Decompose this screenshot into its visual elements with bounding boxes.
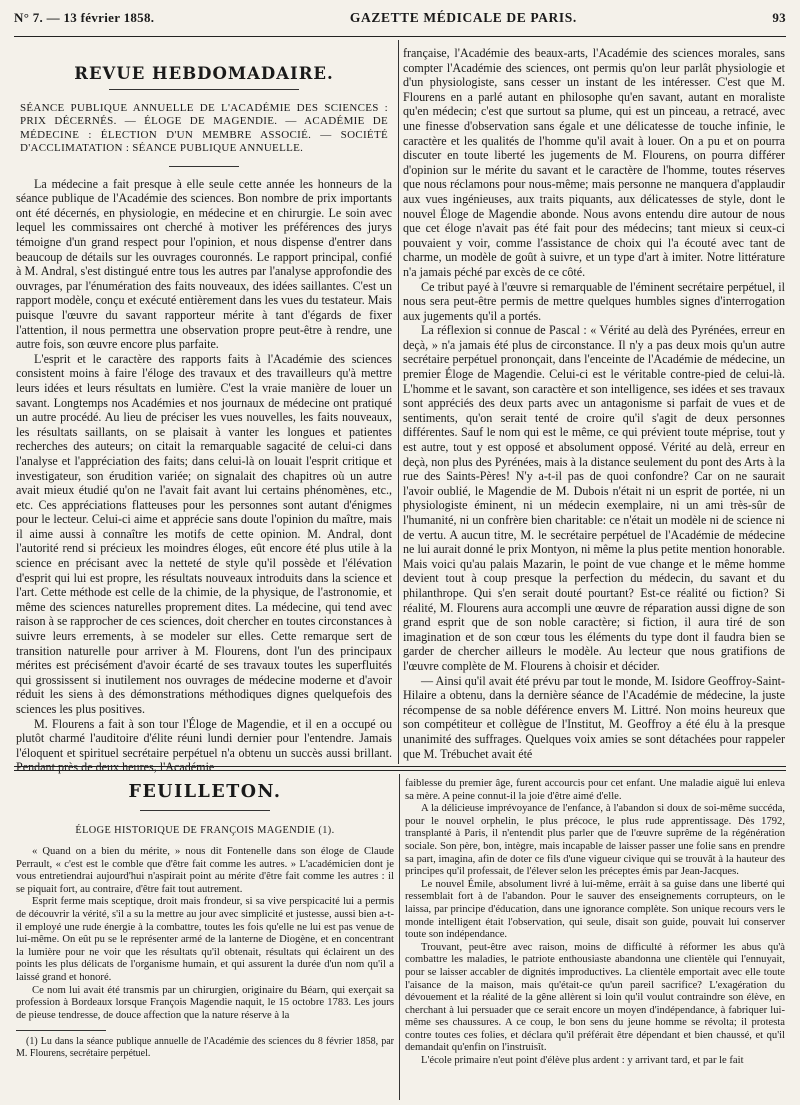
footnote: (1) Lu dans la séance publique annuelle de l'Académie des sciences du 8 février 1858, par M. Flourens, secrétaire perpétuel.: [16, 1036, 394, 1060]
footnote-rule: [16, 1030, 106, 1031]
feuilleton-paragraph: Trouvant, peut-être avec raison, moins de difficulté à réformer les abus qu'à combattre les maladies, le patriote enthousiaste abandonna une clientèle qui l'ennuyait, pour se laisser accabler de dignités improductives. La clientèle emportait avec elle toute l'aisance de la maison, mais qu'était-ce qu'un pareil sacrifice? L'exagération du dévouement et la réalité de la gêne allèrent si loin qu'il voulut contraindre son élève, en cherchant à lui persuader que ce serait encore un moyen d'indépendance, à fabriquer lui-même ses chaussures. A ce coup, le bon sens du jeune homme se révolta; il protesta contre toutes ces folies, et déclara qu'il préférait être dépendant et bien chaussé, et qu'il demandait qu'enfin on l'instruisît.: [405, 941, 785, 1054]
column-divider-top: [398, 40, 399, 764]
revue-paragraph: Ce tribut payé à l'œuvre si remarquable de l'éminent secrétaire perpétuel, il nous sera peut-être permis de mettre quelques humbles signes d'interrogation aux jugements qu'il a portés.: [403, 279, 785, 323]
feuilleton-left-column: [16, 778, 394, 1098]
revue-title: REVUE HEBDOMADAIRE.: [74, 64, 334, 83]
revue-paragraph: — Ainsi qu'il avait été prévu par tout le monde, M. Isidore Geoffroy-Saint-Hilaire a obtenu, dans la dernière séance de l'Académie de médecine, la juste récompense de sa noble déférence envers M. Littré. Non moins heureux que son compétiteur et collègue de l'Institut, M. Geoffroy a été élu à la presque unanimité des suffrages. Quelques voix amies se sont détachées pour rappeler que M. Trébuchet avait été: [403, 673, 785, 761]
feuilleton-paragraph: Ce nom lui avait été transmis par un chirurgien, originaire du Béarn, qui exerçait sa profession à Bordeaux lorsque François Magendie naquit, le 15 octobre 1783. Les jours de pieuse tendresse, de douce affection que la nature réserve à la: [16, 984, 394, 1021]
feuilleton-title-rule: [140, 810, 270, 811]
issue-date: N° 7. — 13 février 1858.: [14, 10, 155, 25]
revue-title-rule: [109, 89, 299, 90]
revue-paragraph: française, l'Académie des beaux-arts, l'Académie des sciences morales, sans compter l'Académie des sciences, ont permis qu'on leur parlât physiologie et d'un physiologiste, sans cesser un instant de les intéresser. C'est que M. Flourens en a parlé autant en philosophe qu'en savant, autant en moraliste qu'en médecin; c'est que surtout sa plume, qui est un pinceau, a retracé, avec une finesse d'observation sans égale et une délicatesse de touche infinie, le caractère et les qualités de l'homme qu'il avait à louer. On a pu et on pourra discuter en toute liberté les jugements de M. Flourens, on pourra différer d'opinion sur le mérite du savant et le caractère de l'homme, toutes réserves que nous réclamons pour nous-même; mais personne ne manquera d'applaudir aux vues ingénieuses, aux traits piquants, aux délicatesses de style, dont le nouvel Éloge de Magendie abonde. Nous avons entendu dire autour de nous que cet éloge n'avait pas été fait pour des médecins; tant mieux si ceux-ci pouvaient y voir, comme l'assistance de choix qui l'a écouté avec tant de charme, un modèle de goût à suivre, et un type d'art à imiter. Notre littérature n'a jamais péché par excès de ce côté.: [403, 46, 785, 279]
seance-summary: SÉANCE PUBLIQUE ANNUELLE DE L'ACADÉMIE DES SCIENCES : PRIX DÉCERNÉS. — ÉLOGE DE MAGENDIE. — ACADÉMIE DE MÉDECINE : ÉLECTION D'UN MEMBRE ASSOCIÉ. — SOCIÉTÉ D'ACCLIMATATION : SÉANCE PUBLIQUE ANNUELLE.: [20, 102, 388, 155]
page-number: 93: [772, 10, 786, 25]
feuilleton-right-column: [405, 778, 785, 1098]
feuilleton-paragraph: « Quand on a bien du mérite, » nous dit Fontenelle dans son éloge de Claude Perrault, « c'est est le comble que d'être fait comme les autres. » L'académicien dont je vous entretiendrai aujourd'hui n'aspirait point au mérite d'être fait comme les autres : il se piquait fort, au contraire, d'être fait tout autrement.: [16, 846, 394, 895]
revue-paragraph: La réflexion si connue de Pascal : « Vérité au delà des Pyrénées, erreur en deçà, » n'a jamais été plus de circonstance. Il n'y a pas deux mois qu'un autre secrétaire perpétuel prononçait, dans l'enceinte de l'Académie de médecine, un premier Éloge de Magendie. Celui-ci est le véritable contre-pied de celui-là. L'homme et le savant, son caractère et son intelligence, ses idées et ses travaux sont appréciés des deux parts avec un antagonisme si parfait de vues et de sentiments, qu'on serait tenté de croire qu'il s'agit de deux personnes différentes. Sauf le nom qui est le même, ce qui prévient toute méprise, tout y est autre, tout y est opposé et absolument opposé. Vérité au delà, erreur en deçà, non plus des Pyrénées, mais à la distance seulement du pont des Arts à la rue des Saints-Pères! N'y a-t-il pas de quoi confondre? Car on ne saurait l'avoir oublié, le Magendie de M. Dubois n'était ni un esprit de portée, ni un physiologiste éminent, ni un médecin exemplaire, ni un ami très-sûr de l'humanité, ni un confrère bien charitable: ce n'était un modèle ni de science ni de vertu. A aucun titre, M. le secrétaire perpétuel de l'Académie de médecine ne lui aurait donné le prix Montyon, ni même la plus petite mention honorable. Mais voici qu'au palais Mazarin, le point de vue change et le même homme devient tout à coup presque la perfection du médecin, du savant et du philanthrope. Qui s'en serait douté pourtant? Est-ce réalité ou fiction? Si réalité, M. Flourens aura accompli une œuvre de réparation aussi digne de son grand esprit que de son noble caractère; si fiction, il aura tiré de son imagination et de son cœur tous les éléments du type dont il faudra bien se garder de chercher ailleurs le modèle. Au lecteur que nous gratifions de l'œuvre complète de M. Flourens à choisir et décider.: [403, 323, 785, 673]
feuilleton-paragraph: A la délicieuse imprévoyance de l'enfance, à l'abandon si doux de soi-même succéda, pour le nouvel orphelin, le plus précoce, le plus rude apprentissage. Dès 1792, transplanté à Paris, il n'entendit plus parler que de l'œuvre suprême de la régénération sociale. Son père, bon, intègre, mais incapable de laisser passer une folie sans en prendre sa part, imagina, afin de doter ce fils d'une vigueur civique qui se trouvât à la hauteur des principes qu'il professait, de l'élever selon les préceptes émis par Jean-Jacques.: [405, 803, 785, 878]
page-header: [14, 10, 786, 34]
column-divider-bottom: [399, 774, 400, 1100]
feuilleton-title: FEUILLETON.: [128, 782, 282, 802]
eloge-subtitle: ÉLOGE HISTORIQUE DE FRANÇOIS MAGENDIE (1).: [75, 825, 335, 836]
revue-right-column: [403, 46, 785, 760]
header-rule: [14, 36, 786, 37]
feuilleton-paragraph: Le nouvel Émile, absolument livré à lui-même, erràit à sa guise dans une liberté qui ressemblait fort à de l'abandon. Pour le sauver des enseignements corrupteurs, on le laissa, par principe d'éducation, dans une ignorance complète. Son unique recours vers le monde intelligent était l'observation, qui seule, disait son guide, pouvait lui conserver toute son indépendance.: [405, 878, 785, 941]
journal-title: GAZETTE MÉDICALE DE PARIS.: [349, 10, 577, 25]
revue-paragraph: L'esprit et le caractère des rapports faits à l'Académie des sciences consistent moins à faire l'éloge des travaux et des travailleurs qu'à mettre leurs idées et leurs résultats en lumière. C'est la vraie manière de louer un savant. Longtemps nos Académies et nos journaux de médecine ont pratiqué un autre procédé. Au lieu de préciser les vues nouvelles, les faits nouveaux, les résultats saillants, on se plaisait à vanter les longues et patientes recherches des auteurs; on citait la remarquable sagacité de celui-ci dans l'analyse et l'appréciation des faits; dans celui-là on louait l'esprit critique et investigateur, son érudition variée; on signalait des chapitres où un autre avait mieux étudié qu'on ne l'avait fait avant lui certains phénomènes, etc., etc. Ces appréciations flatteuses pour les personnes sont autant d'énigmes pour le lecteur. Celui-ci aime et apprécie sans doute l'opinion du maître, mais il aime aussi à connaître les motifs de cette opinion. M. Andral, dont l'autorité rend si précieux les moindres éloges, eût encore été plus utile à la science en précisant avec la netteté de style qu'il possède et l'élévation d'esprit qui lui est propre, les résultats nouveaux introduits dans la science et l'art. Cette méthode est celle de la chimie, de la physique, de l'astronomie, et même des sciences naturelles proprement dites. La médecine, qui tend avec raison à se rapprocher de ces sciences, doit chercher en toutes circonstances à suivre leurs errements, à se modeler sur elles. Cette remarque sert de transition naturelle pour arriver à M. Flourens, dont l'un des principaux mérites est précisément d'avoir écarté de ses travaux toutes les superfluités qui grossissent si inutilement nos ouvrages de médecine moderne et d'avoir réduit les siens à des démonstrations méthodiques dignes quelquefois des sciences les plus positives.: [16, 351, 392, 716]
feuilleton-paragraph: L'école primaire n'eut point d'élève plus ardent : y arrivant tard, et par le fait: [421, 1055, 744, 1067]
feuilleton-rule-top: [14, 766, 786, 767]
revue-left-column: [16, 60, 392, 775]
section-separator: [169, 166, 239, 167]
revue-paragraph: M. Flourens a fait à son tour l'Éloge de Magendie, et il en a occupé ou plutôt charmé l'auditoire d'élite réuni lundi dernier pour l'entendre. Jamais l'éloquent et spirituel secrétaire perpétuel n'a obtenu un succès aussi brillant. Pendant près de deux heures, l'Académie: [16, 716, 392, 775]
feuilleton-paragraph: Esprit ferme mais sceptique, droit mais frondeur, si sa vive perspicacité lui a permis de découvrir la vérité, s'il a su la mettre au jour avec simplicité et justesse, aussi bien a-t-il employé une rude énergie à la combattre, toutes les fois qu'elle ne lui est pas venue de lui-même. On eût pu se le représenter armé de la lanterne de Diogène, et en concentrant la lumière pour ne voir que les résultats qu'il obtenait, résultats qui éclairent un des points les plus délicats de l'organisme humain, et qui assurent la durée d'un nom qu'il a laissé grand et honoré.: [16, 896, 394, 983]
feuilleton-paragraph: faiblesse du premier âge, furent accourcis pour cet enfant. Une maladie aiguë lui enleva sa mère. A peine connut-il la joie d'être aimé d'elle.: [405, 778, 785, 802]
revue-paragraph: La médecine a fait presque à elle seule cette année les honneurs de la séance publique de l'Académie des sciences. Bon nombre de prix importants ont été décernés, en physiologie, en médecine et en chirurgie. Le soin avec lequel les commissaires ont cherché à motiver les préférences des jurys témoigne d'un grand respect pour l'opinion, et nous dispense d'entrer dans beaucoup de détails sur les ouvrages couronnés. Le rapport principal, confié à M. Andral, s'est distingué entre tous les autres par l'analyse approfondie des ouvrages, par l'énumération des faits nouveaux, des idées saillantes. C'est un rapport modèle, conçu et exécuté entièrement dans les vues du testateur. Mais puisque l'œuvre du savant rapporteur mérite à tant d'égards de fixer l'attention, il nous permettra une observation propre peut-être à rendre, une autre fois, son œuvre encore plus parfaite.: [16, 176, 392, 352]
feuilleton-rule-bottom: [14, 770, 786, 771]
